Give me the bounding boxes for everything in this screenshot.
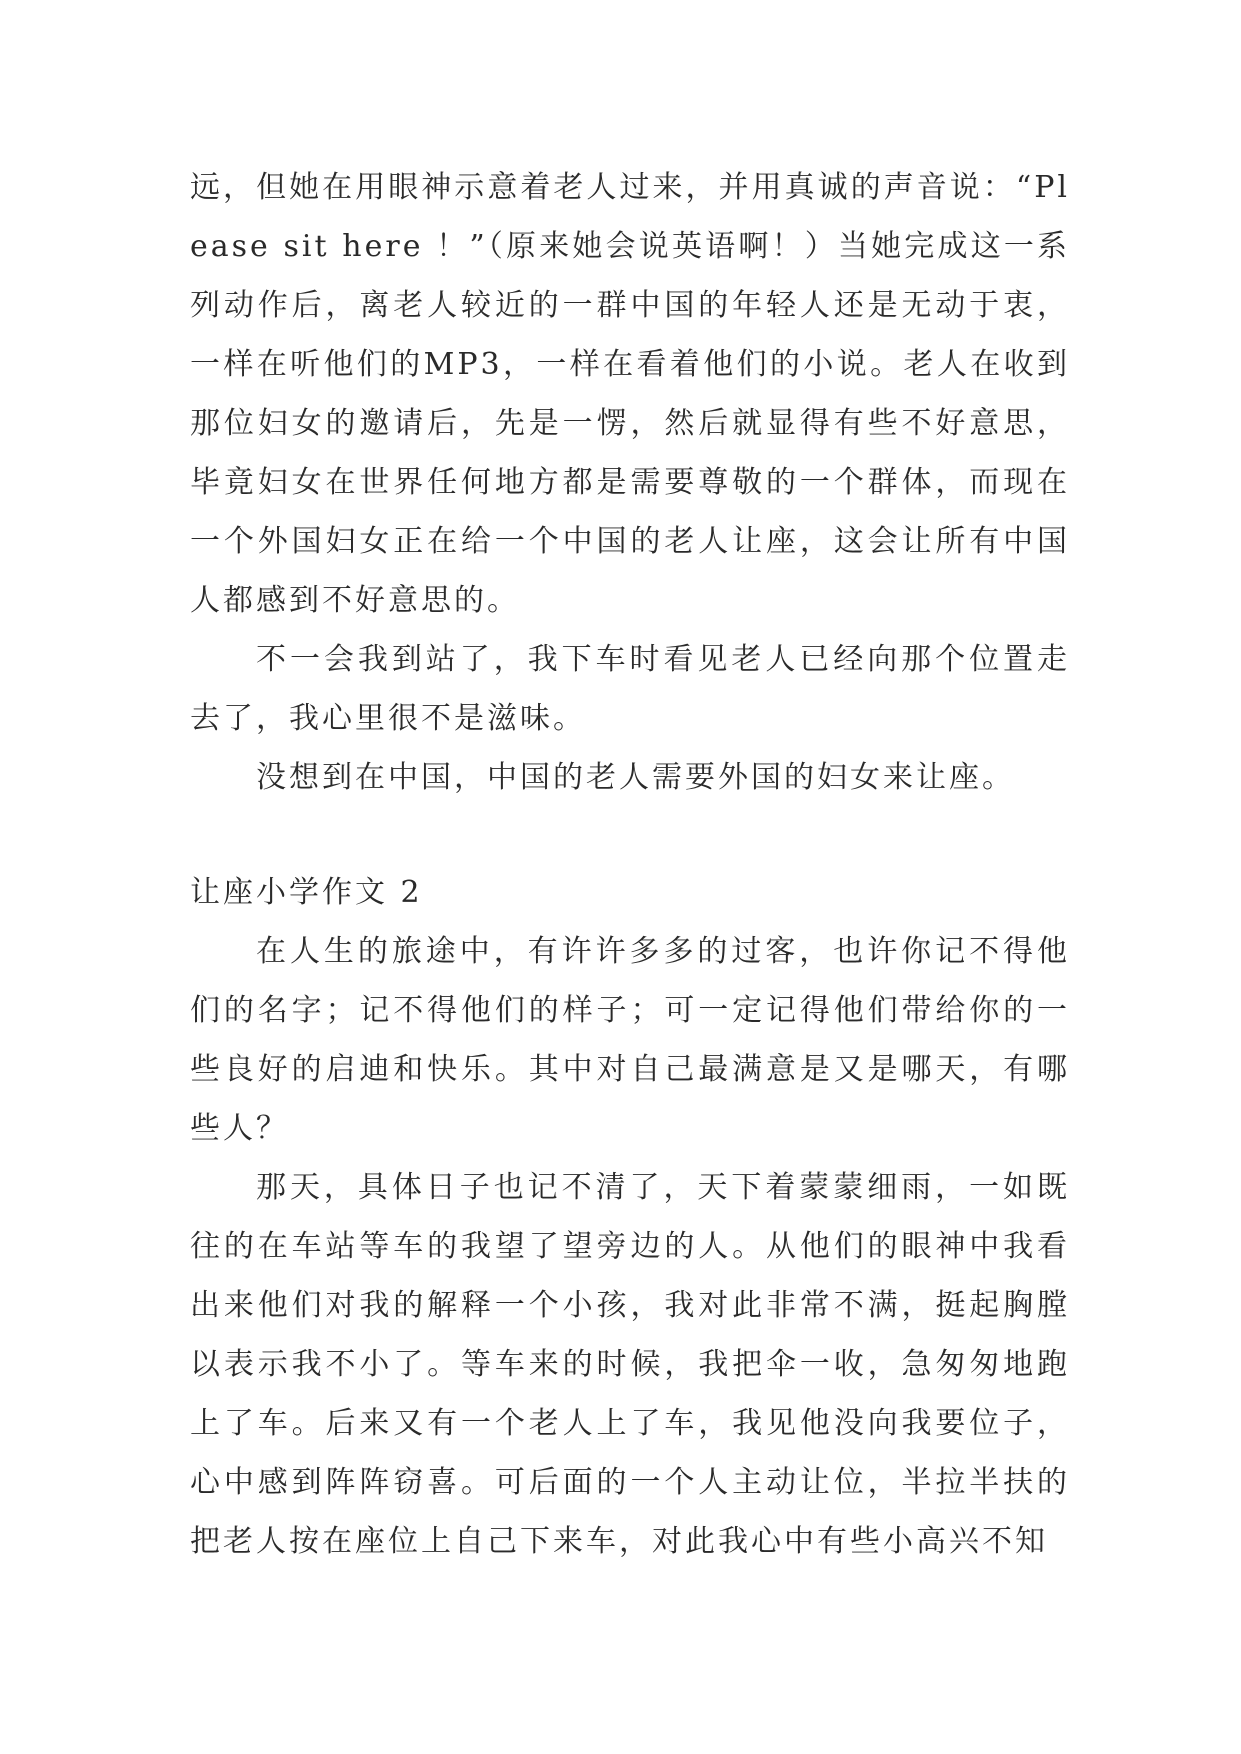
paragraph-journey-of-life: 在人生的旅途中，有许许多多的过客，也许你记不得他们的名字；记不得他们的样子；可一定记得他们带给你的一些良好的启迪和快乐。其中对自己最满意是又是哪天，有哪些人？ <box>190 934 1070 1146</box>
section-title: 让座小学作文 2 <box>190 875 423 910</box>
paragraph-rainy-day: 那天，具体日子也记不清了，天下着蒙蒙细雨，一如既往的在车站等车的我望了望旁边的人。从他们的眼神中我看出来他们对我的解释一个小孩，我对此非常不满，挺起胸膛以表示我不小了。等车来的时候，我把伞一收，急匆匆地跑上了车。后来又有一个老人上了车，我见他没向我要位子，心中感到阵阵窃喜。可后面的一个人主动让位，半拉半扶的把老人按在座位上自己下来车，对此我心中有些小高兴不知 <box>190 1170 1070 1559</box>
document-body <box>190 158 1070 1571</box>
paragraph-conclusion: 没想到在中国，中国的老人需要外国的妇女来让座。 <box>256 760 1015 795</box>
section-spacer <box>190 807 1070 863</box>
paragraph-continued-story: 远，但她在用眼神示意着老人过来，并用真诚的声音说：“Please sit here ！”（原来她会说英语啊！）当她完成这一系列动作后，离老人较近的一群中国的年轻人还是无动于衷，一样在听他们的MP3，一样在看着他们的小说。老人在收到那位妇女的邀请后，先是一愣，然后就显得有些不好意思，毕竟妇女在世界任何地方都是需要尊敬的一个群体，而现在一个外国妇女正在给一个中国的老人让座，这会让所有中国人都感到不好意思的。 <box>190 170 1070 618</box>
paragraph-arrived-at-stop: 不一会我到站了，我下车时看见老人已经向那个位置走去了，我心里很不是滋味。 <box>190 642 1070 736</box>
